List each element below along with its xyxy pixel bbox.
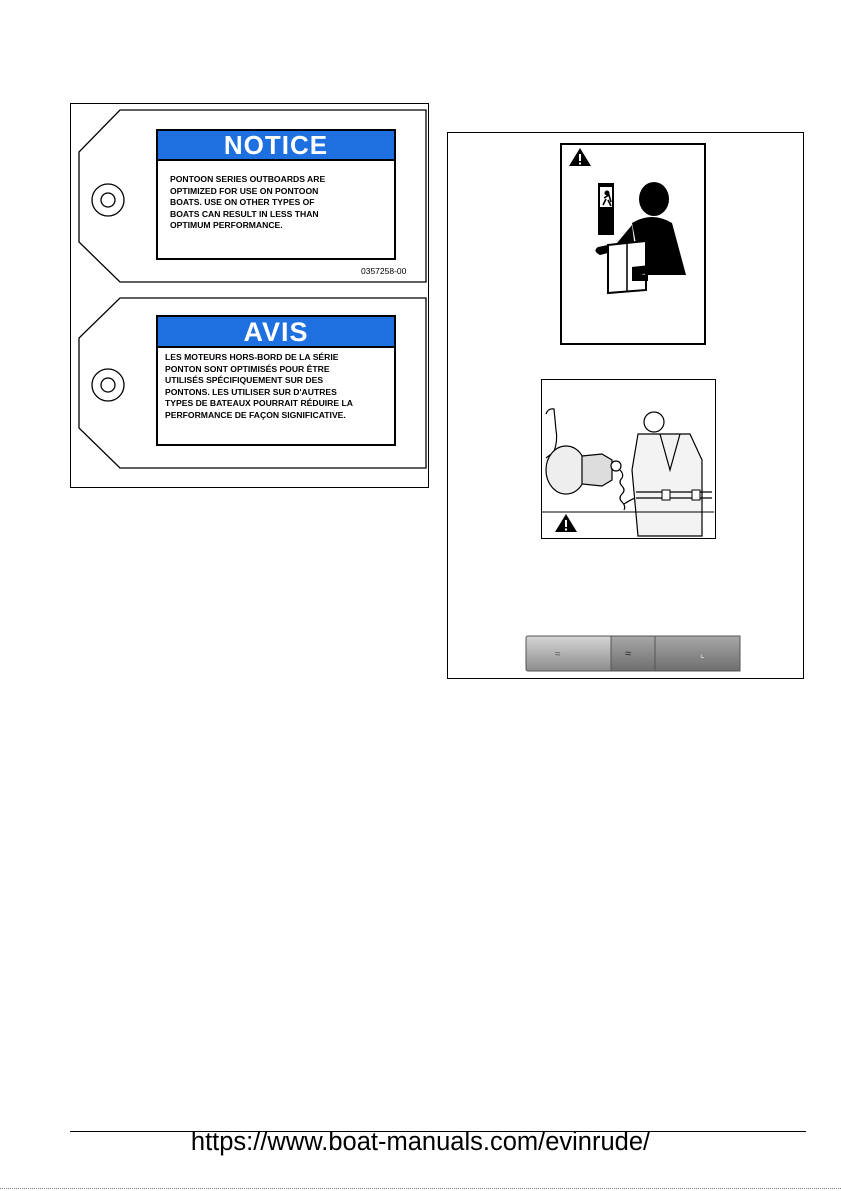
part-number: 0357258-00	[361, 266, 407, 276]
notice-body	[158, 161, 394, 232]
read-manual-decal	[560, 143, 706, 345]
notice-label	[156, 129, 396, 260]
notice-line: PONTOON SERIES OUTBOARDS ARE	[170, 174, 326, 184]
avis-body	[158, 348, 394, 422]
decal-figure	[447, 132, 804, 679]
tag-hole-icon	[89, 366, 127, 404]
tag-figure	[70, 103, 429, 488]
lanyard-decal	[541, 379, 716, 539]
switch-panel-icon	[525, 635, 741, 673]
avis-line: UTILISÉS SPÉCIFIQUEMENT SUR DES	[165, 375, 324, 386]
avis-header: AVIS	[158, 317, 394, 348]
page-edge-divider	[0, 1188, 841, 1189]
avis-line: LES MOTEURS HORS-BORD DE LA SÉRIE	[165, 352, 339, 362]
tag-hole-icon	[89, 181, 127, 219]
svg-text:≈: ≈	[625, 648, 632, 660]
notice-line: BOATS. USE ON OTHER TYPES OF	[170, 197, 315, 208]
warning-lanyard-icon	[542, 380, 714, 537]
warning-read-manual-icon	[562, 145, 704, 343]
svg-text:≈: ≈	[555, 649, 561, 660]
avis-line: PONTON SONT OPTIMISÉS POUR ÊTRE	[165, 363, 330, 374]
svg-text:⌞: ⌞	[700, 649, 705, 660]
footer-url[interactable]: https://www.boat-manuals.com/evinrude/	[190, 1128, 651, 1156]
avis-line: TYPES DE BATEAUX POURRAIT RÉDUIRE LA	[165, 398, 353, 409]
avis-line: PERFORMANCE DE FAÇON SIGNIFICATIVE.	[165, 409, 346, 420]
notice-line: OPTIMIZED FOR USE ON PONTOON	[170, 185, 319, 196]
avis-label	[156, 315, 396, 446]
notice-line: BOATS CAN RESULT IN LESS THAN	[170, 208, 319, 219]
notice-header: NOTICE	[158, 131, 394, 161]
notice-line: OPTIMUM PERFORMANCE.	[170, 220, 283, 231]
avis-line: PONTONS. LES UTILISER SUR D'AUTRES	[165, 386, 337, 397]
